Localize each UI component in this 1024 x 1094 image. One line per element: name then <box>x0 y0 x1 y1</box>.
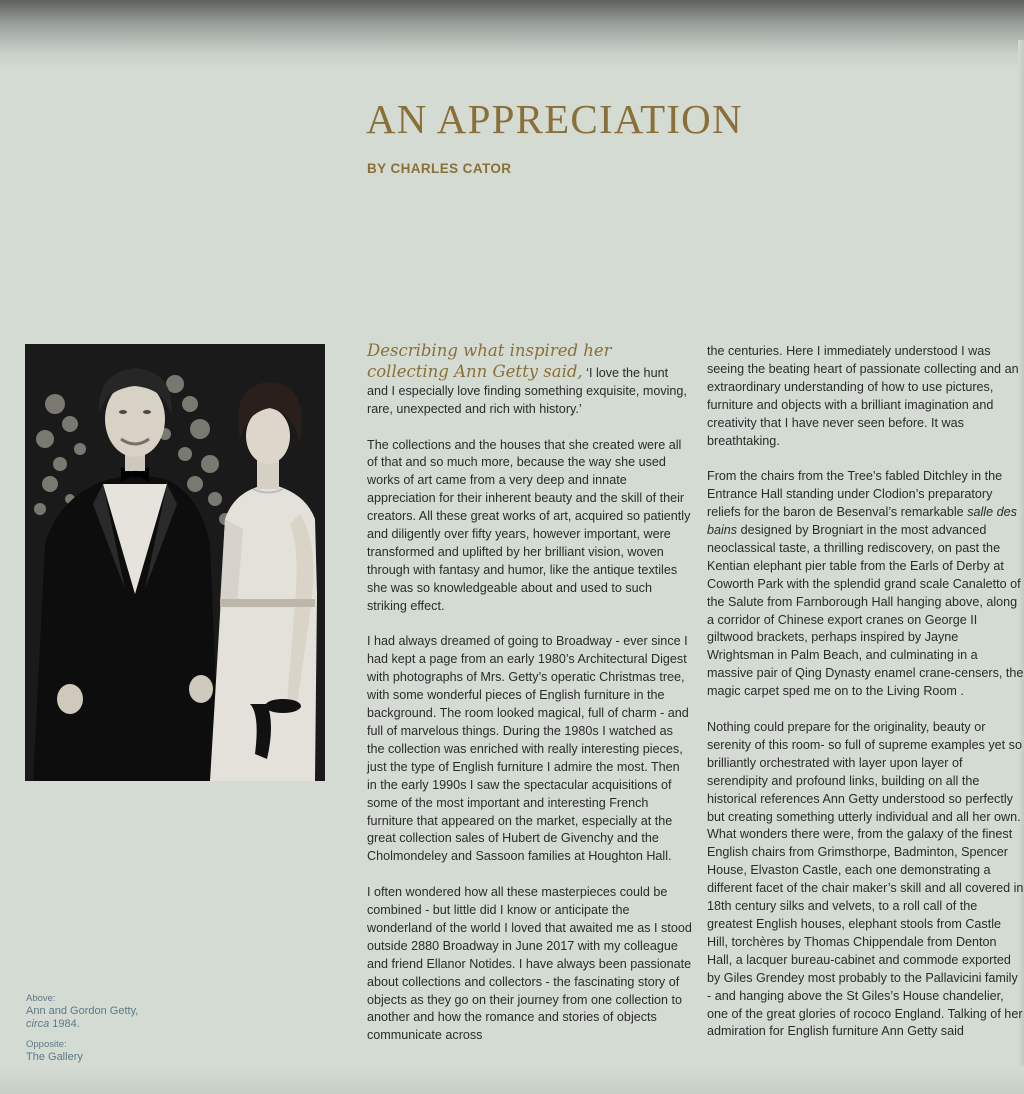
bottom-shadow <box>0 1066 1024 1094</box>
lead-line-1: Describing what inspired her <box>367 341 612 360</box>
photo-caption <box>26 992 186 1064</box>
paragraph: the centuries. Here I immediately understood I was seeing the beating heart of passionate collecting and an extraordinary understanding of how to use pictures, furniture and objects with a brilliant imagination and creativity that I have never seen before. It was breathtaking. <box>707 344 1019 448</box>
lead-line-2: collecting Ann Getty said, <box>367 361 583 381</box>
caption-above-circa: circa <box>26 1018 50 1030</box>
paragraph: I had always dreamed of going to Broadway - ever since I had kept a page from an early 1980’s Architectural Digest with photographs of Mrs. Getty’s operatic Christmas tree, with some wonderful pieces of English furniture in the background. The room looked magical, full of charm - and full of marvelous things. During the 1980s I watched as the collection was enriched with really interesting pieces, just the type of English furniture I admire the most. Then in the early 1990s I saw the spectacular acquisitions of some of the most important and interesting French furniture that appeared on the market, especially at the great collection sales of Hubert de Givenchy and the Cholmondeley and Sassoon families at Houghton Hall. <box>367 634 689 864</box>
lead-quote: ‘I love the hunt and I especially love finding something exquisite, moving, rare, unexpected and rich with history.’ <box>367 365 687 416</box>
caption-opposite-label: Opposite: <box>26 1039 67 1050</box>
paragraph: Nothing could prepare for the originality, beauty or serenity of this room- so full of supreme examples yet so brilliantly orchestrated with layer upon layer of serendipity and profound links, building on all the historical references Ann Getty understood so perfectly but creating something utterly individual and all her own. What wonders there were, from the galaxy of the finest English chairs from Grimsthorpe, Badminton, Spencer House, Elvaston Castle, each one demonstrating a different facet of the chair maker’s skill and all covered in 18th century silks and velvets, to a roll call of the greatest English houses, elephant stools from Castle Hill, torchères by Thomas Chippendale from Denton Hall, a lacquer bureau-cabinet and commode exported by Giles Grendey most probably to the Pallavicini family - and hanging above the St Giles’s House chandelier, one of the great glories of rococo England. Talking of her admiration for English furniture Ann Getty said <box>707 720 1024 1039</box>
italic-term: salle des bains <box>707 505 1017 538</box>
caption-above-year: 1984. <box>49 1018 80 1030</box>
article-column-1 <box>367 341 692 1063</box>
caption-above-line1: Ann and Gordon Getty, <box>26 1005 139 1017</box>
paragraph-text: designed by Brogniart in the most advanced neoclassical taste, a thrilling rediscovery, on past the Kentian elephant pier table from the Earls of Derby at Coworth Park with the splendid grand scale Canaletto of the Salute from Farnborough Hall hanging above, along a corridor of Chinese export cranes on George II giltwood brackets, perhaps inspired by Jayne Wrightsman in Palm Beach, and culminating in a massive pair of Qing Dynasty enamel crane-censers, the magic carpet sped me on to the Living Room . <box>707 523 1024 699</box>
caption-opposite-text: The Gallery <box>26 1051 83 1063</box>
top-shadow <box>0 0 1024 70</box>
portrait-photo <box>25 344 325 781</box>
lead-quote-intro <box>367 341 612 381</box>
paragraph <box>707 468 1024 701</box>
article-column-2 <box>707 343 1024 1059</box>
caption-above-text <box>26 1005 186 1031</box>
lead-paragraph <box>367 341 692 419</box>
caption-above-label: Above: <box>26 993 56 1004</box>
paragraph: I often wondered how all these masterpieces could be combined - but little did I know or anticipate the wonderland of the world I loved that awaited me as I stood outside 2880 Broadway in June 2017 with my colleague and friend Ellanor Notides. I have always been passionate about collections and collectors - the fascinating story of objects as they go on their journey from one collection to another and how the romance and stories of objects communicate across <box>367 885 692 1043</box>
article-byline: BY CHARLES CATOR <box>367 161 512 176</box>
paragraph-text: From the chairs from the Tree’s fabled Ditchley in the Entrance Hall standing under Clodion’s preparatory reliefs for the baron de Besenval’s remarkable <box>707 469 1003 520</box>
paragraph: The collections and the houses that she created were all of that and so much more, because the way she used works of art came from a very deep and innate appreciation for their inherent beauty and the skill of their creators. All these great works of art, acquired so patiently and diligently over fifty years, however important, were transformed and uplifted by her brilliant vision, woven through with fantasy and humor, like the antique textiles she was so knowledgeable about and used to such striking effect. <box>367 437 691 613</box>
article-title: AN APPRECIATION <box>366 96 743 142</box>
